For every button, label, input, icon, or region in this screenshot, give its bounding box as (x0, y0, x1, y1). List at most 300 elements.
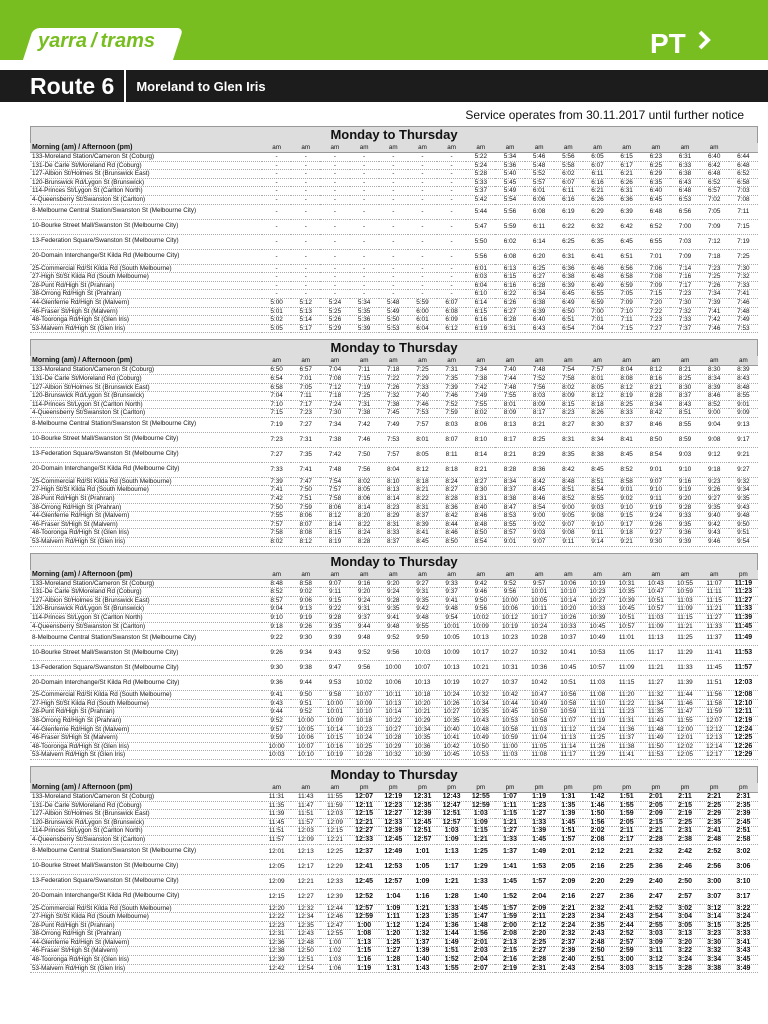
time-cell: 8:42 (437, 512, 466, 521)
time-cell: 6:38 (554, 273, 583, 282)
time-cell: - (320, 161, 349, 170)
table-row (30, 579, 758, 588)
time-cell: 11:12 (554, 725, 583, 734)
time-cell: 10:34 (466, 699, 495, 708)
time-cell: 1:11 (495, 801, 524, 810)
time-cell: 2:35 (583, 921, 612, 930)
time-cell: 6:52 (729, 170, 758, 179)
time-cell: 12:23 (379, 801, 408, 810)
time-cell: 11:33 (700, 622, 729, 631)
time-cell: 10:33 (583, 605, 612, 614)
table-row (30, 366, 758, 375)
time-cell: 1:19 (525, 792, 554, 801)
time-cell: 9:43 (262, 699, 291, 708)
time-cell: 1:00 (320, 938, 349, 947)
time-cell: 6:40 (641, 187, 670, 196)
time-cell: 2:35 (700, 818, 729, 827)
time-cell: - (437, 204, 466, 219)
time-cell: 1:16 (408, 889, 437, 904)
time-cell: 10:27 (583, 596, 612, 605)
time-cell: 2:29 (700, 810, 729, 819)
time-cell: 9:35 (670, 520, 699, 529)
time-cell: 10:22 (379, 716, 408, 725)
time-cell: - (291, 170, 320, 179)
time-cell: 8:30 (583, 417, 612, 432)
time-cell: 10:03 (408, 646, 437, 661)
time-cell: - (291, 249, 320, 264)
time-cell: 7:14 (670, 264, 699, 273)
time-cell: 1:15 (495, 810, 524, 819)
time-cell: 10:35 (437, 716, 466, 725)
period-cell: am (554, 143, 583, 153)
time-cell: 7:55 (495, 392, 524, 401)
time-cell: 6:46 (583, 264, 612, 273)
time-cell: 12:54 (291, 964, 320, 973)
time-cell: 10:16 (320, 742, 349, 751)
stop-name: 133-Moreland Station/Cameron St (Coburg) (30, 579, 262, 588)
time-cell: 6:26 (612, 178, 641, 187)
time-cell: 10:51 (612, 614, 641, 623)
time-cell: 6:23 (641, 153, 670, 162)
time-cell: 8:09 (525, 400, 554, 409)
period-cell: am (437, 356, 466, 366)
time-cell: 9:56 (350, 661, 379, 676)
time-cell: 8:11 (437, 447, 466, 462)
table-row (30, 400, 758, 409)
period-cell: am (525, 143, 554, 153)
time-cell: 7:17 (291, 400, 320, 409)
time-cell: 9:53 (320, 676, 349, 691)
time-cell: 6:09 (437, 316, 466, 325)
time-cell: 3:22 (670, 947, 699, 956)
time-cell: 7:42 (350, 417, 379, 432)
time-cell: - (350, 170, 379, 179)
time-cell: 7:18 (320, 392, 349, 401)
time-cell: 8:28 (495, 462, 524, 477)
time-cell: - (379, 264, 408, 273)
time-cell: 3:00 (612, 956, 641, 965)
time-cell: 12:12 (700, 725, 729, 734)
time-cell: 6:05 (583, 153, 612, 162)
time-cell: 2:38 (670, 835, 699, 844)
time-cell: - (350, 153, 379, 162)
table-row (30, 512, 758, 521)
time-cell: 9:19 (291, 614, 320, 623)
period-cell: am (291, 143, 320, 153)
time-cell: - (291, 178, 320, 187)
time-cell: 3:07 (700, 889, 729, 904)
time-cell: - (291, 161, 320, 170)
time-cell: 12:25 (729, 734, 758, 743)
time-cell: 2:23 (554, 913, 583, 922)
stop-name: 4-Queensberry St/Swanston St (Carlton) (30, 835, 262, 844)
time-cell: 11:41 (612, 751, 641, 760)
time-cell: 9:54 (729, 538, 758, 547)
time-cell: 6:08 (525, 204, 554, 219)
time-cell: 7:33 (670, 316, 699, 325)
time-cell: 9:59 (408, 631, 437, 646)
time-cell: 11:36 (612, 725, 641, 734)
time-cell: 6:36 (612, 195, 641, 204)
time-cell: 7:38 (350, 409, 379, 418)
stop-name: 8-Melbourne Central Station/Swanston St (Melbourne City) (30, 204, 262, 219)
stop-name: 53-Malvern Rd/High St (Glen Iris) (30, 324, 262, 333)
time-cell: 8:36 (437, 503, 466, 512)
time-cell: 6:51 (612, 249, 641, 264)
time-cell: 9:51 (729, 529, 758, 538)
period-cell: am (525, 356, 554, 366)
time-cell: 1:51 (554, 827, 583, 836)
timetable-table (30, 570, 758, 760)
time-cell: 5:56 (554, 153, 583, 162)
time-cell: 7:53 (379, 432, 408, 447)
time-cell: - (320, 219, 349, 234)
time-cell: 6:19 (466, 324, 495, 333)
time-cell: 8:22 (350, 520, 379, 529)
time-cell: 8:25 (670, 374, 699, 383)
time-cell: 8:23 (554, 409, 583, 418)
time-cell: 8:54 (466, 538, 495, 547)
time-cell: 10:59 (554, 708, 583, 717)
time-cell: 6:39 (525, 307, 554, 316)
time-cell: - (350, 178, 379, 187)
time-cell: 8:52 (700, 400, 729, 409)
time-cell: 3:09 (641, 938, 670, 947)
time-cell: 6:48 (700, 170, 729, 179)
time-cell: 7:46 (437, 392, 466, 401)
time-cell: 9:42 (408, 605, 437, 614)
time-cell: 2:59 (612, 947, 641, 956)
time-cell: 12:51 (408, 827, 437, 836)
time-cell: 7:04 (320, 366, 349, 375)
time-cell: 9:48 (437, 605, 466, 614)
table-row (30, 170, 758, 179)
time-cell: 9:12 (700, 447, 729, 462)
time-cell: 11:31 (612, 716, 641, 725)
time-cell: 9:01 (612, 486, 641, 495)
time-cell: 7:30 (729, 264, 758, 273)
time-cell: 2:31 (729, 792, 758, 801)
time-cell: - (291, 187, 320, 196)
time-cell: - (320, 281, 349, 290)
time-cell: 9:55 (408, 622, 437, 631)
time-cell: 7:29 (408, 374, 437, 383)
time-cell: - (379, 170, 408, 179)
time-cell: 9:19 (670, 486, 699, 495)
stop-name: 38-Orrong Rd/High St (Prahran) (30, 930, 262, 939)
time-cell: 2:05 (641, 801, 670, 810)
time-cell: 1:11 (379, 913, 408, 922)
time-cell: 7:15 (641, 290, 670, 299)
time-cell: 9:10 (670, 462, 699, 477)
time-cell: 2:11 (612, 827, 641, 836)
time-cell: 7:31 (437, 366, 466, 375)
time-cell: - (437, 178, 466, 187)
time-cell: 9:31 (350, 605, 379, 614)
time-cell: 8:43 (670, 400, 699, 409)
time-cell: 6:35 (583, 234, 612, 249)
time-cell: 10:00 (379, 661, 408, 676)
timetable-block (30, 339, 758, 546)
time-cell: 3:12 (700, 904, 729, 913)
time-cell: 10:49 (525, 699, 554, 708)
time-cell: 10:01 (437, 622, 466, 631)
time-cell: 8:12 (612, 383, 641, 392)
time-cell: 5:53 (379, 324, 408, 333)
time-cell: 2:01 (641, 792, 670, 801)
time-cell: 10:29 (379, 742, 408, 751)
time-cell: 2:40 (554, 956, 583, 965)
time-cell: 9:21 (729, 447, 758, 462)
time-cell: 10:11 (525, 605, 554, 614)
time-cell: 7:26 (700, 281, 729, 290)
time-cell: 11:21 (700, 605, 729, 614)
time-cell: 11:50 (641, 742, 670, 751)
time-cell: 6:31 (670, 153, 699, 162)
time-cell: - (408, 195, 437, 204)
time-cell: 2:16 (583, 859, 612, 874)
pt-logo-icon (650, 26, 712, 58)
time-cell: 8:27 (466, 477, 495, 486)
stop-name: 25-Commercial Rd/St Kilda Rd (South Melbourne) (30, 264, 262, 273)
time-cell: 9:47 (320, 661, 349, 676)
table-row (30, 708, 758, 717)
time-cell: 9:26 (641, 520, 670, 529)
stop-name: 38-Orrong Rd/High St (Prahran) (30, 716, 262, 725)
table-row (30, 691, 758, 700)
time-cell: 1:12 (379, 921, 408, 930)
time-cell: 11:45 (262, 818, 291, 827)
time-cell: 8:02 (262, 538, 291, 547)
time-cell: 6:07 (583, 161, 612, 170)
time-cell: 10:10 (554, 588, 583, 597)
time-cell: 9:52 (379, 631, 408, 646)
time-cell: 10:39 (408, 751, 437, 760)
time-cell: 2:29 (612, 874, 641, 889)
time-cell: 6:15 (495, 273, 524, 282)
time-cell: 7:05 (612, 290, 641, 299)
table-row (30, 324, 758, 333)
time-cell: 7:54 (320, 477, 349, 486)
time-cell: 2:11 (670, 792, 699, 801)
time-cell: 1:21 (408, 904, 437, 913)
time-cell: 10:00 (320, 699, 349, 708)
time-cell: 8:17 (525, 409, 554, 418)
time-cell: 10:12 (495, 614, 524, 623)
time-cell: 9:11 (554, 538, 583, 547)
time-cell: - (408, 290, 437, 299)
time-cell: 2:16 (554, 889, 583, 904)
time-cell: 9:02 (291, 588, 320, 597)
time-cell: 5:17 (291, 324, 320, 333)
time-cell: 12:15 (262, 889, 291, 904)
time-cell: 7:11 (612, 316, 641, 325)
period-cell: am (554, 356, 583, 366)
time-cell: 10:23 (583, 588, 612, 597)
time-cell: 12:57 (379, 874, 408, 889)
time-cell: 6:43 (670, 178, 699, 187)
time-cell: 6:13 (495, 264, 524, 273)
time-cell: 5:34 (350, 298, 379, 307)
time-cell: 11:25 (670, 631, 699, 646)
time-cell: - (350, 195, 379, 204)
time-cell: 11:27 (641, 676, 670, 691)
time-cell: 8:54 (641, 447, 670, 462)
time-cell: 7:42 (700, 316, 729, 325)
time-cell: 6:34 (525, 290, 554, 299)
time-cell: 7:24 (320, 400, 349, 409)
time-cell: 8:51 (670, 409, 699, 418)
period-cell: am (641, 570, 670, 580)
time-cell: 3:45 (729, 956, 758, 965)
time-cell: 9:01 (729, 400, 758, 409)
time-cell: 1:37 (495, 844, 524, 859)
time-cell: 1:33 (466, 874, 495, 889)
time-cell: 8:59 (670, 432, 699, 447)
time-cell: 3:24 (670, 956, 699, 965)
time-cell: 7:53 (729, 324, 758, 333)
time-cell: 2:12 (583, 844, 612, 859)
time-cell: - (350, 273, 379, 282)
time-cell: 11:43 (291, 792, 320, 801)
period-cell: am (466, 570, 495, 580)
time-cell: 9:05 (554, 512, 583, 521)
period-cell: am (320, 783, 349, 793)
time-cell: 7:35 (291, 447, 320, 462)
time-cell: - (437, 153, 466, 162)
stop-name: 127-Albion St/Holmes St (Brunswick East) (30, 596, 262, 605)
time-cell: 11:57 (291, 818, 320, 827)
time-cell: 1:01 (408, 844, 437, 859)
time-cell: 8:53 (495, 512, 524, 521)
time-cell: 3:32 (700, 947, 729, 956)
time-cell: 7:10 (612, 307, 641, 316)
time-cell: 7:16 (670, 273, 699, 282)
time-cell: 7:34 (320, 417, 349, 432)
time-cell: 6:20 (525, 249, 554, 264)
time-cell: 12:15 (350, 810, 379, 819)
time-cell: 8:57 (262, 596, 291, 605)
time-cell: 7:58 (554, 374, 583, 383)
time-cell: 9:27 (408, 579, 437, 588)
time-cell: 5:00 (262, 298, 291, 307)
time-cell: 12:27 (379, 810, 408, 819)
time-cell: 6:16 (466, 316, 495, 325)
time-cell: 11:53 (729, 646, 758, 661)
time-cell: 9:30 (291, 631, 320, 646)
time-cell: 10:09 (437, 646, 466, 661)
time-cell: 7:10 (262, 400, 291, 409)
time-cell: 1:42 (583, 792, 612, 801)
time-cell: 2:25 (670, 818, 699, 827)
period-cell: am (612, 143, 641, 153)
time-cell: 2:21 (612, 844, 641, 859)
time-cell: 1:07 (495, 792, 524, 801)
time-cell: 8:51 (554, 486, 583, 495)
time-cell: 8:30 (700, 366, 729, 375)
time-cell: 7:46 (700, 324, 729, 333)
time-cell: 9:09 (729, 409, 758, 418)
time-cell: 12:53 (379, 859, 408, 874)
table-row (30, 859, 758, 874)
time-cell: 10:28 (350, 751, 379, 760)
time-cell: 12:45 (379, 835, 408, 844)
time-cell: 7:25 (408, 366, 437, 375)
table-row (30, 249, 758, 264)
time-cell: 10:57 (612, 622, 641, 631)
time-cell: - (379, 290, 408, 299)
time-cell: 1:00 (350, 921, 379, 930)
time-cell: 7:27 (641, 324, 670, 333)
time-cell: 2:52 (641, 904, 670, 913)
time-cell: 2:31 (525, 964, 554, 973)
time-cell: 9:57 (525, 579, 554, 588)
time-cell: - (291, 219, 320, 234)
time-cell: - (320, 290, 349, 299)
time-cell: 9:20 (379, 579, 408, 588)
time-cell: 8:22 (408, 495, 437, 504)
time-cell: 1:39 (554, 810, 583, 819)
time-cell: 3:02 (670, 904, 699, 913)
period-cell: am (262, 783, 291, 793)
time-cell: 11:44 (670, 691, 699, 700)
time-cell: 6:27 (525, 273, 554, 282)
time-cell: 8:19 (320, 538, 349, 547)
time-cell: - (437, 264, 466, 273)
time-cell: 11:51 (262, 827, 291, 836)
block-title: Monday to Thursday (30, 766, 758, 783)
time-cell: 10:14 (320, 725, 349, 734)
time-cell: 2:01 (466, 938, 495, 947)
time-cell: 7:04 (583, 324, 612, 333)
stop-name: 28-Punt Rd/High St (Prahran) (30, 708, 262, 717)
time-cell: 9:26 (291, 622, 320, 631)
time-cell: 10:05 (525, 596, 554, 605)
time-cell: 7:15 (262, 409, 291, 418)
time-cell: 5:59 (495, 219, 524, 234)
time-cell: 11:24 (583, 725, 612, 734)
time-cell: 10:40 (437, 725, 466, 734)
time-cell: 7:00 (583, 307, 612, 316)
time-cell: 9:16 (670, 477, 699, 486)
time-cell: 11:19 (583, 716, 612, 725)
time-cell: - (379, 249, 408, 264)
time-cell: - (320, 204, 349, 219)
time-cell: 9:50 (291, 691, 320, 700)
time-cell: 11:03 (641, 614, 670, 623)
period-cell: am (437, 570, 466, 580)
table-row (30, 153, 758, 162)
period-cell: am (583, 143, 612, 153)
time-cell: 2:15 (641, 818, 670, 827)
time-cell: 6:58 (612, 273, 641, 282)
time-cell: 12:41 (350, 859, 379, 874)
time-cell: 1:28 (379, 956, 408, 965)
table-row (30, 495, 758, 504)
time-cell: - (291, 281, 320, 290)
time-cell: 10:19 (495, 622, 524, 631)
time-cell: 10:06 (495, 605, 524, 614)
time-cell: 6:59 (612, 281, 641, 290)
time-cell: 3:43 (729, 947, 758, 956)
stop-name: 114-Princes St/Lygon St (Carlton North) (30, 187, 262, 196)
period-cell: am (495, 143, 524, 153)
time-cell: 5:50 (379, 316, 408, 325)
time-cell: 1:45 (466, 904, 495, 913)
time-cell: 7:46 (729, 298, 758, 307)
stop-name: 114-Princes St/Lygon St (Carlton North) (30, 400, 262, 409)
time-cell: 8:31 (466, 495, 495, 504)
